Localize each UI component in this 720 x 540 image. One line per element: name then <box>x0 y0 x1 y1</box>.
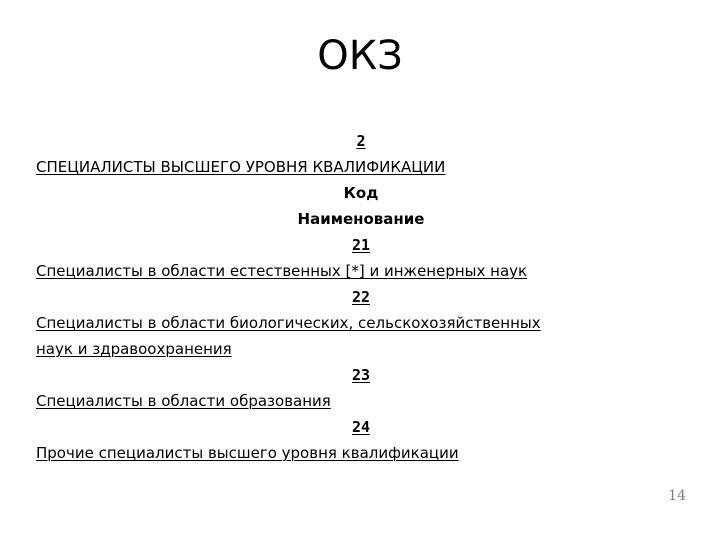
item-code-24 <box>36 414 686 440</box>
slide-title: ОКЗ <box>317 33 403 79</box>
item-code-link-24[interactable]: 24 <box>351 418 371 436</box>
item-name-link-23[interactable]: Специалисты в области образования <box>36 392 331 410</box>
code-header: Код <box>343 184 379 202</box>
page-number: 14 <box>668 488 686 504</box>
item-code-link-22[interactable]: 22 <box>351 288 371 306</box>
group-code <box>36 128 686 154</box>
item-name-link-24[interactable]: Прочие специалисты высшего уровня квалификации <box>36 444 459 462</box>
name-header: Наименование <box>297 210 425 228</box>
item-name-link-22-line1[interactable]: Специалисты в области биологических, сельскохозяйственных <box>36 314 541 332</box>
item-code-link-23[interactable]: 23 <box>351 366 371 384</box>
group-code-link[interactable]: 2 <box>356 132 366 150</box>
group-title-link[interactable]: СПЕЦИАЛИСТЫ ВЫСШЕГО УРОВНЯ КВАЛИФИКАЦИИ <box>36 158 446 176</box>
classification-list <box>36 128 686 466</box>
item-name-link-21[interactable]: Специалисты в области естественных [*] и инженерных наук <box>36 262 528 280</box>
item-name-link-22-line2[interactable]: наук и здравоохранения <box>36 340 232 358</box>
item-code-21 <box>36 232 686 258</box>
item-code-22 <box>36 284 686 310</box>
item-code-link-21[interactable]: 21 <box>351 236 371 254</box>
item-code-23 <box>36 362 686 388</box>
